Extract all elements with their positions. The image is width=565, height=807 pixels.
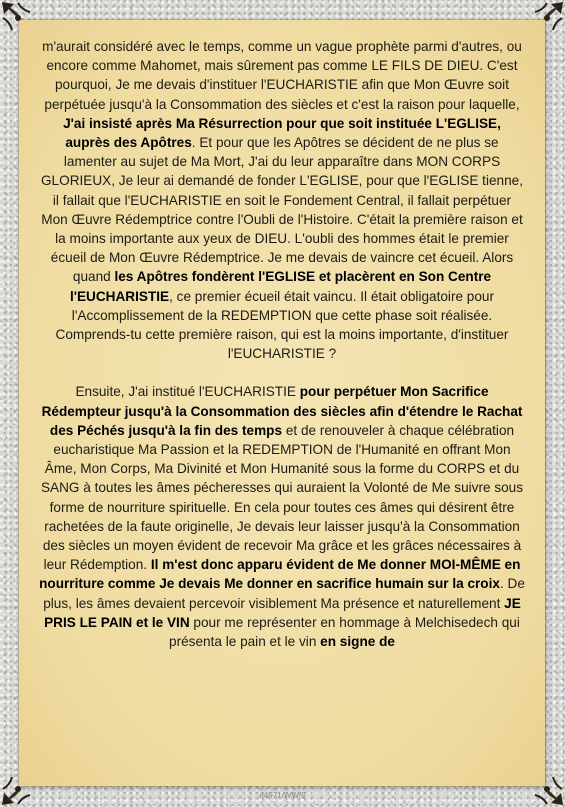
text-run: Ensuite, J'ai institué l'EUCHARISTIE: [75, 384, 300, 400]
footer-reference-code: 64971/WW/5: [259, 791, 306, 800]
text-run: . Et pour que les Apôtres se décident de ne plus se lamenter au sujet de Ma Mort, J'ai du leur apparaître dans MON CORPS GLORIEUX, Je leur ai demandé de fonder L'EGLISE, pour que l'EGLISE tienne, il fallait que l'EUCHARISTIE en soit le Fondement Central, il fallait perpétuer Mon Œuvre Rédemptrice contre l'Oubli de l'Histoire. C'était la première raison et la moins importante aux yeux de DIEU. L'oubli des hommes était le premier écueil de Mon Œuvre Rédemptrice. Je me devais de vaincre cet écueil. Alors quand: [40, 135, 523, 285]
corner-ornament-icon: [0, 773, 34, 807]
text-run: . De plus, les âmes devaient percevoir visiblement Ma présence et naturellement: [43, 576, 525, 611]
corner-ornament-icon: [0, 0, 34, 34]
corner-ornament-icon: [531, 773, 565, 807]
emphasis-run: les Apôtres fondèrent l'EGLISE et placèrent en Son Centre l'EUCHARISTIE: [69, 269, 492, 304]
parchment-page: [19, 20, 545, 786]
corner-ornament-icon: [531, 0, 565, 34]
emphasis-run: pour perpétuer Mon Sacrifice Rédempteur jusqu'à la Consommation des siècles afin d'étendre le Rachat des Péchés jusqu'à la fin des temps: [41, 384, 523, 438]
emphasis-run: Il m'est donc apparu évident de Me donner MOI-MÊME en nourriture comme Je devais Me donner en sacrifice humain sur la croix: [39, 557, 521, 592]
body-text: [39, 37, 525, 651]
text-run: , ce premier écueil était vaincu. Il était obligatoire pour l'Accomplissement de la REDEMPTION que cette phase soit réalisée. Comprends-tu cette première raison, qui est la moins importante, d'instituer l'EUCHARISTIE ?: [55, 288, 509, 362]
text-run: pour me représenter en hommage à Melchisedech qui présenta le pain et le vin: [169, 614, 520, 650]
paragraph-1: [39, 37, 525, 363]
text-run: m'aurait considéré avec le temps, comme un vague prophète parmi d'autres, ou encore comme Mahomet, mais sûrement pas comme LE FILS DE DIEU. C'est pourquoi, Je me devais d'instituer l'EUCHARISTIE afin que Mon Œuvre soit perpétuée jusqu'à la Consommation des siècles et c'est la raison pour laquelle,: [42, 39, 522, 112]
paragraph-2: [39, 382, 525, 651]
emphasis-run: JE PRIS LE PAIN et le VIN: [44, 595, 521, 630]
emphasis-run: en signe de: [320, 634, 395, 650]
emphasis-run: J'ai insisté après Ma Résurrection pour que soit instituée L'EGLISE, auprès des Apôtres: [63, 115, 501, 151]
text-run: et de renouveler à chaque célébration eucharistique Ma Passion et la REDEMPTION de l'Humanité en offrant Mon Âme, Mon Corps, Ma Divinité et Mon Humanité sous la forme du CORPS et du SANG à toutes les âmes pécheresses qui auraient la Volonté de Me suivre sous forme de nourriture spirituelle. En cela pour toutes ces âmes qui désirent être rachetées de la faute originelle, Je devais leur laisser jusqu'à la Consommation des siècles un moyen évident de recevoir Ma grâce et les grâces nécessaires à leur Rédemption.: [40, 422, 524, 573]
